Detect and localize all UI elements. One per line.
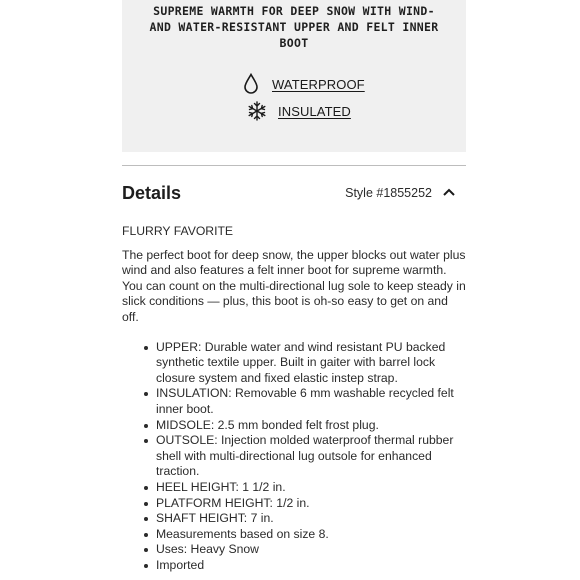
spec-item: OUTSOLE: Injection molded waterproof thermal rubber shell with multi-directional lug outsole for enhanced traction. <box>156 433 466 480</box>
details-content <box>122 224 466 573</box>
tagline-line: BOOT <box>279 36 309 50</box>
tagline-line: AND WATER-RESISTANT UPPER AND FELT INNER <box>149 20 439 34</box>
spec-item: MIDSOLE: 2.5 mm bonded felt frost plug. <box>156 418 466 434</box>
details-subhead: FLURRY FAVORITE <box>122 224 234 238</box>
spec-item: HEEL HEIGHT: 1 1/2 in. <box>156 480 466 496</box>
details-title: Details <box>122 183 182 203</box>
spec-item: Imported <box>156 558 466 574</box>
chevron-up-icon[interactable] <box>442 185 456 197</box>
tagline-line: SUPREME WARMTH FOR DEEP SNOW WITH WIND- <box>153 4 435 18</box>
feature-tagline <box>122 3 466 51</box>
spec-item: PLATFORM HEIGHT: 1/2 in. <box>156 496 466 512</box>
details-description: The perfect boot for deep snow, the upper blocks out water plus wind and also features a felt inner boot for supreme warmth. You can count on the multi-directional lug sole to keep steady in slick conditions — plus, this boot is oh-so easy to get on and off. <box>122 247 466 324</box>
spec-item: SHAFT HEIGHT: 7 in. <box>156 511 466 527</box>
details-accordion-header[interactable] <box>122 180 466 208</box>
spec-item: UPPER: Durable water and wind resistant PU backed synthetic textile upper. Built in gaiter with barrel lock closure system and fixed elastic instep strap. <box>156 340 466 387</box>
style-number: Style #1855252 <box>345 186 432 200</box>
spec-item: INSULATION: Removable 6 mm washable recycled felt inner boot. <box>156 386 466 417</box>
spec-item: Measurements based on size 8. <box>156 527 466 543</box>
insulated-label[interactable]: INSULATED <box>278 103 351 119</box>
snowflake-icon <box>246 99 268 123</box>
specs-list <box>122 340 466 574</box>
section-divider <box>122 165 466 166</box>
insulated-feature-link[interactable] <box>246 99 351 123</box>
spec-item: Uses: Heavy Snow <box>156 542 466 558</box>
water-drop-icon <box>240 72 262 96</box>
waterproof-label[interactable]: WATERPROOF <box>272 76 365 92</box>
feature-panel <box>122 0 466 152</box>
waterproof-feature-link[interactable] <box>240 72 365 96</box>
